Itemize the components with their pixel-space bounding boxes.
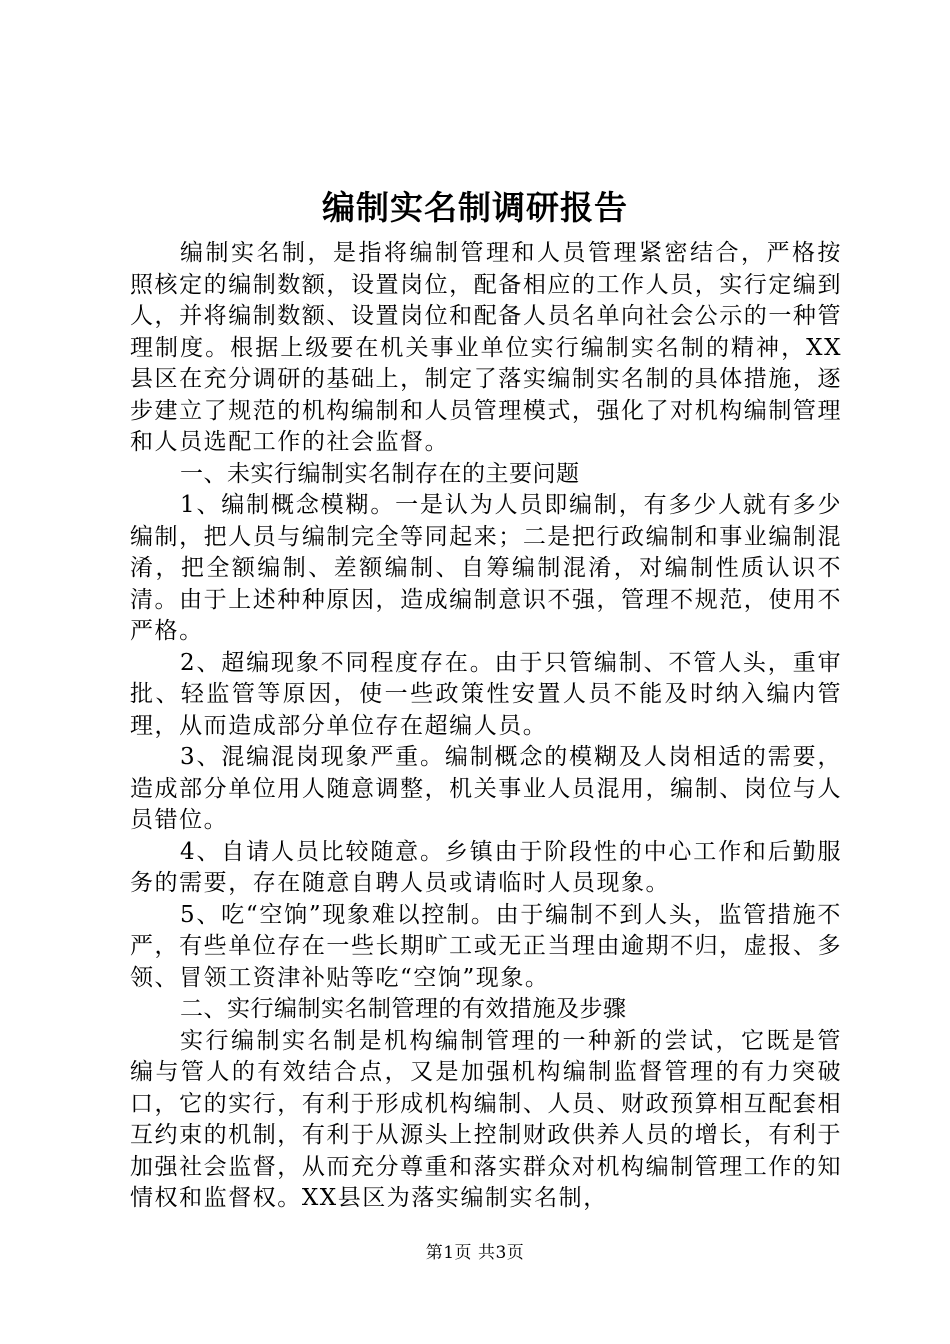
paragraph-problem-4: 4、自请人员比较随意。乡镇由于阶段性的中心工作和后勤服务的需要，存在随意自聘人员或请临时人员现象。: [130, 838, 842, 896]
paragraph-measures: 实行编制实名制是机构编制管理的一种新的尝试，它既是管编与管人的有效结合点，又是加强机构编制监督管理的有力突破口，它的实行，有利于形成机构编制、人员、财政预算相互配套相互约束的机制，有利于从源头上控制财政供养人员的增长，有利于加强社会监督，从而充分尊重和落实群众对机构编制管理工作的知情权和监督权。XX县区为落实编制实名制，: [130, 1027, 842, 1211]
paragraph-problem-3: 3、混编混岗现象严重。编制概念的模糊及人岗相适的需要，造成部分单位用人随意调整，机关事业人员混用，编制、岗位与人员错位。: [130, 744, 842, 833]
section-heading-problems: 一、未实行编制实名制存在的主要问题: [180, 460, 580, 487]
page-indicator: 第1页 共3页: [425, 1243, 525, 1263]
paragraph-problem-1: 1、编制概念模糊。一是认为人员即编制，有多少人就有多少编制，把人员与编制完全等同起来；二是把行政编制和事业编制混淆，把全额编制、差额编制、自筹编制混淆，对编制性质认识不清。由于上述种种原因，造成编制意识不强，管理不规范，使用不严格。: [130, 492, 842, 644]
document-title: 编制实名制调研报告: [322, 188, 628, 227]
paragraph-problem-5: 5、吃“空饷”现象难以控制。由于编制不到人头，监管措施不严，有些单位存在一些长期旷工或无正当理由逾期不归，虚报、多领、冒领工资津补贴等吃“空饷”现象。: [130, 901, 842, 991]
paragraph-problem-2: 2、超编现象不同程度存在。由于只管编制、不管人头，重审批、轻监管等原因，使一些政策性安置人员不能及时纳入编内管理，从而造成部分单位存在超编人员。: [130, 649, 842, 739]
section-heading-measures: 二、实行编制实名制管理的有效措施及步骤: [180, 996, 627, 1022]
document-body: [130, 238, 842, 1215]
paragraph-intro: 编制实名制，是指将编制管理和人员管理紧密结合，严格按照核定的编制数额，设置岗位，配备相应的工作人员，实行定编到人，并将编制数额、设置岗位和配备人员名单向社会公示的一种管理制度。根据上级要在机关事业单位实行编制实名制的精神，XX县区在充分调研的基础上，制定了落实编制实名制的具体措施，逐步建立了规范的机构编制和人员管理模式，强化了对机构编制管理和人员选配工作的社会监督。: [130, 240, 842, 455]
